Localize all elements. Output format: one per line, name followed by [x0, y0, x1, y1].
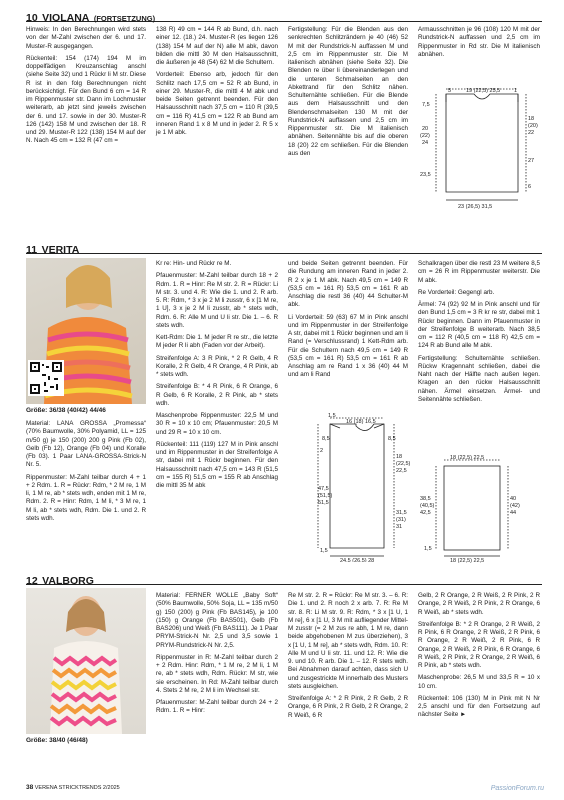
paragraph: Re Vorderteil: Gegengl arb. — [418, 288, 495, 296]
paragraph: Hinweis: In den Berechnungen wird stets von der M-Zahl zwischen der 6. und 17. Muster-R ausgegangen. — [26, 26, 146, 50]
paragraph: Li Vorderteil: 59 (63) 67 M in Pink anschl und im Rippenmuster in der Streifenfolge A str, dabei mit 1 Rückr beginnen und am li Rand (= Verschlussrand) 1 Kett-Rdm arb. Für die Schultern nach 49,5 cm = 149 R (53,5 cm = 161 R) 53,5 cm = 161 R ab Anschlag am re Rand 1 x 36 (40) 44 M und am li Rand — [288, 313, 408, 379]
section-subtitle: (FORTSETZUNG) — [93, 14, 156, 23]
schematic-label: 1 — [514, 88, 518, 94]
paragraph: Rückenteil: 111 (119) 127 M in Pink anschl und im Rippenmuster in der Streifenfolge A str, dabei mit 1 Rückr beginnen. Für den Halsausschnitt nach 47,5 cm = 143 R (51,5 cm = 155 R) 51,5 cm = 155 R ab Anschlag die mittl 35 M abk — [156, 440, 278, 489]
schematic-label: 31 — [396, 524, 403, 530]
verita-col-4 — [418, 260, 540, 408]
schematic-label: (22) — [420, 133, 430, 139]
verita-col-2 — [156, 260, 278, 494]
paragraph: Vorderteil: Ebenso arb, jedoch für den Schlitz nach 17,5 cm = 52 R ab Bund, in einer 29. Muster-R, die mittl 4 M abk und beide Seiten getrennt beenden. Für den Halsausschnitt nach 37,5 cm = 110 R (39,5 cm = 116 R) 41,5 cm = 122 R ab Bund am inneren Rand 1 x 8 M und in jeder 2. R 5 x je 1 M abk. — [156, 71, 278, 136]
schematic-label: (51,5) — [318, 493, 333, 499]
schematic-label: 2 — [320, 448, 324, 454]
schematic-label: 24,5 (26,5) 28 — [340, 558, 375, 562]
paragraph: Rückenteil: 106 (130) M in Pink mit N Nr 2,5 anschl und für den Fortsetzung auf nächster Seite ► — [418, 694, 540, 719]
magazine-name: VERENA STRICKTRENDS 2/2025 — [34, 785, 120, 791]
schematic-label: 38,5 — [420, 496, 431, 502]
section-title: VIOLANA — [42, 12, 90, 24]
section-header-verita — [26, 240, 542, 254]
paragraph: Fertigstellung: Schulternähte schließen. Rückw Kragennaht schließen, dabei die Naht nach der Hälfte nach außen legen. Kragen an den rückw Halsausschnitt nähen. Ärmel einsetzen. Ärmel- und Seitennähte schließen. — [418, 354, 540, 403]
paragraph: Schalkragen über die restl 23 M weitere 8,5 cm = 26 R im Rippenmuster weiterstr. Die M abk. — [418, 260, 540, 284]
section-header-valborg — [26, 571, 542, 585]
section-header-violana — [26, 8, 542, 22]
violana-col-3 — [288, 26, 408, 162]
schematic-label: (31) — [396, 517, 406, 523]
verita-col-1 — [26, 420, 146, 527]
valborg-col-3 — [288, 592, 408, 724]
paragraph: Streifenfolge B: * 4 R Pink, 6 R Orange, 6 R Gelb, 6 R Koralle, 2 R Pink, ab * stets wdh. — [156, 383, 278, 407]
schematic-label: 24 — [422, 140, 429, 146]
watermark: PassionForum.ru — [490, 785, 544, 792]
paragraph: Material: LANA GROSSA „Promessa“ (70% Baumwolle, 30% Polyamid, LL = 125 m/50 g) je 150 (200) 200 g Pink (Fb 02), Gelb (Fb 12), Orange (Fb 04) und Koralle (Fb 03). 1 Paar LANA-GROSSA-Strick-N Nr. 5. — [26, 420, 146, 469]
schematic-label: 6 — [528, 184, 532, 190]
violana-col-1 — [26, 26, 146, 150]
verita-body-schematic — [288, 410, 418, 562]
schematic-label: (40,5) — [420, 503, 435, 509]
section-title: VERITA — [41, 244, 80, 256]
schematic-label: 18 — [396, 454, 403, 460]
schematic-label: 31,5 — [396, 510, 407, 516]
schematic-label: 23,5 — [420, 172, 431, 178]
verita-col-3 — [288, 260, 408, 384]
section-number: 12 — [26, 575, 38, 587]
schematic-label: 44 — [510, 510, 517, 516]
paragraph: und beide Seiten getrennt beenden. Für die Rundung am inneren Rand in jeder 2. R 2 x je 1 M abk. Nach 49,5 cm = 149 R (53,5 cm = 161 R) 53,5 cm = 161 R ab Anschlag die restl 36 (40) 44 Schulter-M abk. — [288, 260, 408, 309]
schematic-label: 7,5 — [422, 102, 430, 108]
verita-photo — [26, 258, 146, 404]
schematic-label: 40 — [510, 496, 517, 502]
schematic-label: (22,5) — [396, 461, 411, 467]
paragraph: Pfauenmuster: M-Zahl teilbar durch 24 + 2 Rdm. 1. R = Hinr: — [156, 699, 278, 715]
schematic-label: 5 — [448, 88, 452, 94]
paragraph: Rippenmuster: M-Zahl teilbar durch 4 + 1 + 2 Rdm. 1. R = Rückr: Rdm, * 2 M re, 1 M li, 1 M re, ab * stets wdh, enden mit 1 M re, Rdm. 2. R = Hinr: Rdm, 1 M li, * 3 M re, 1 M li, ab * stets wdh, Rdm. Die 1. und 2. R stets wdh. — [26, 473, 146, 522]
schematic-label: 8,5 — [388, 436, 396, 442]
schematic-label: (42) — [510, 503, 520, 509]
schematic-label: 16 (18) 16,5 — [346, 419, 376, 425]
paragraph: Material: FERNER WOLLE „Baby Soft“ (50% Baumwolle, 50% Soja, LL = 135 m/50 g) 150 (200) g Pink (Fb BAS145), je 100 (150) g Orange (Fb BAS501), Gelb (Fb BAS206) und Weiß (Fb BAS111). Je 1 Paar PRYM-Strick-N Nr. 2,5 und 3,5 sowie 1 PRYM-Rundstrick-N Nr. 2,5. — [156, 592, 278, 649]
paragraph: Pfauenmuster: M-Zahl teilbar durch 18 + 2 Rdm. 1. R = Hinr: Re M str. 2. R = Rückr: Li M str. 3. und 4. R: Wie die 1. und 2. R arb. 5. R: Rdm, * 3 x je 2 M li zusstr, 6 x [1 M re, 1 U], 3 x je 2 M li zusstr, ab * stets wdh, Rdm. 6. R: Alle M und U li str. Die 1. – 6. R stets wdh. — [156, 272, 278, 329]
paragraph: Maschenprobe: 26,5 M und 33,5 R = 10 x 10 cm. — [418, 674, 540, 690]
paragraph: Fertigstellung: Für die Blenden aus den senkrechten Schlitzrändern je 40 (46) 52 M mit der Rundstrick-N auffassen M und 2,5 cm im Rippenmuster str. Die M italienisch abnähen (siehe Seite 32). Die Blenden re über li übereinanderlegen und die unteren Schmalseiten an den Abkettrand für den Schlitz nähen. Schulternähte schließen. Für die Blende aus dem Halsausschnitt und den Blendenschmalseiten 130 M mit der Rundstrick-N auffassen und 2,5 cm im Rippenmuster str. Die M italienisch abnähen. Seitennähte bis auf die oberen 18 (20) 22 cm schließen. Für die Blenden aus den — [288, 26, 408, 157]
paragraph: Gelb, 2 R Orange, 2 R Weiß, 2 R Pink, 2 R Orange, 2 R Weiß, 2 R Pink, 2 R Orange, 6 R Weiß, ab * stets wdh. — [418, 592, 540, 616]
schematic-label: 1,5 — [320, 548, 328, 554]
section-number: 10 — [26, 12, 38, 24]
paragraph: Kett-Rdm: Die 1. M jeder R re str., die letzte M jeder R li abh (Faden vor der Arbeit). — [156, 334, 278, 350]
paragraph: Maschenprobe Rippenmuster: 22,5 M und 30 R = 10 x 10 cm; Pfauenmuster: 20,5 M und 29 R = 10 x 10 cm. — [156, 412, 278, 436]
paragraph: Streifenfolge B: * 2 R Orange, 2 R Weiß, 2 R Pink, 6 R Orange, 2 R Weiß, 2 R Pink, 6 R Orange, 2 R Weiß, 2 R Pink, 6 R Orange, 2 R Weiß, 2 R Pink, 6 R Orange, 6 R Weiß, 2 R Pink, 2 R Orange, 2 R Weiß, 6 R Pink, ab * stets wdh. — [418, 620, 540, 669]
schematic-label: 8,5 — [322, 436, 330, 442]
paragraph: Kr re: Hin- und Rückr re M. — [156, 260, 232, 267]
valborg-model-image — [26, 588, 146, 734]
violana-schematic — [418, 84, 542, 214]
schematic-label: 18 (22,5) 22,5 — [450, 558, 485, 564]
verita-model-image — [26, 258, 146, 404]
valborg-photo — [26, 588, 146, 734]
paragraph: Streifenfolge A: 3 R Pink, * 2 R Gelb, 4 R Koralle, 2 R Gelb, 4 R Orange, 4 R Pink, ab * stets wdh. — [156, 354, 278, 378]
schematic-label: 22 — [528, 130, 535, 136]
valborg-size: Größe: 38/40 (46/48) — [26, 737, 88, 744]
schematic-label: 27 — [528, 158, 535, 164]
schematic-label: 42,5 — [420, 510, 431, 516]
valborg-col-4 — [418, 592, 540, 724]
schematic-label: 22,5 — [396, 468, 407, 474]
violana-col-2 — [156, 26, 278, 141]
schematic-label: (20) — [528, 123, 538, 129]
schematic-label: 19 (22,5) 25,5 — [466, 88, 501, 94]
verita-size: Größe: 36/38 (40/42) 44/46 — [26, 407, 106, 414]
verita-sleeve-schematic — [418, 454, 542, 564]
schematic-label: 47,5 — [318, 486, 329, 492]
page-footer — [26, 784, 120, 791]
paragraph: Rückenteil: 154 (174) 194 M im doppelfädigen Kreuzanschlag anschl (siehe Seite 32) und 1 Rückr li M str. Diese R ist in den folg Berechnungen nicht berücksichtigt. Für den Bund 6 cm = 14 R im Rippenmuster str. Dann im Lochmuster weiterarb, ab jetzt sind jeweils zwischen der 6. und 17. sowie in der 30. Muster-R 126 (142) 158 M und zwischen der 18. R und 29. Muster-R 122 (138) 154 M auf der N. Nach 45 cm = 132 R (47 cm = — [26, 54, 146, 145]
schematic-label: 20 — [422, 126, 429, 132]
schematic-label: 18 — [528, 116, 535, 122]
schematic-label: 23 (26,5) 31,5 — [458, 204, 493, 210]
violana-col-4 — [418, 26, 540, 63]
paragraph: Re M str. 2. R = Rückr: Re M str. 3. – 6. R: Die 1. und 2. R noch 2 x arb. 7. R: Re M str. 8. R: Li M str. 9. R: Rdm, * 3 x [1 U, 1 M re], 6 x [1 U, 3 M mit aufliegender Mittel-M zusstr (= 2 M zus re abh, 1 M re, dann beide abgehobenen M zus überziehen), 3 x [1 U, 1 M re], ab * stets wdh, Rdm. 10. R: Alle M und U li str. 11. und 12. R: Wie die 9. und 10. R arb. Die 1. – 12. R stets wdh. Bei Abnahmen darauf achten, dass sich U und zusgestrickte M innerhalb des Musters stets ausgleichen. — [288, 592, 408, 690]
paragraph: Rippenmuster in R: M-Zahl teilbar durch 2 + 2 Rdm. Hinr: Rdm, * 1 M re, 2 M li, 1 M re, ab * stets wdh, Rdm. Rückr: M str, wie sie erscheinen. In Rd: M-Zahl teilbar durch 4. Stets 2 M re, 2 M li im Wechsel str. — [156, 653, 278, 694]
valborg-col-2 — [156, 592, 278, 720]
section-title: VALBORG — [42, 575, 94, 587]
paragraph: Ärmel: 74 (92) 92 M in Pink anschl und für den Bund 1,5 cm = 3 R kr re str, dabei mit 1 Rückr beginnen. Dann im Pfauenmuster in der Streifenfolge B weiterarb. Nach 38,5 cm = 112 R (40,5 cm = 118 R) 42,5 cm = 124 R ab Bund alle M abk. — [418, 301, 540, 350]
paragraph: 138 R) 49 cm = 144 R ab Bund, d.h. nach einer 12. (18.) 24. Muster-R (es liegen 126 (138) 154 M auf der N) alle M abk, davon bilden die mittl 30 M den Halsausschnitt, die äußeren je 48 (54) 62 M die Schultern. — [156, 26, 278, 66]
schematic-label: 51,5 — [318, 500, 329, 506]
section-number: 11 — [26, 244, 38, 256]
page-number: 38 — [26, 784, 34, 791]
schematic-label: 1,5 — [328, 413, 336, 419]
paragraph: Armausschnitten je 96 (108) 120 M mit der Rundstrick-N auffassen und 2,5 cm im Rippenmuster in Rd str. Die M italienisch abnähen. — [418, 26, 540, 58]
paragraph: Streifenfolge A: * 2 R Pink, 2 R Gelb, 2 R Orange, 6 R Pink, 2 R Gelb, 2 R Orange, 2 R Weiß, 6 R — [288, 695, 408, 719]
schematic-label: 1,5 — [424, 546, 432, 552]
schematic-label: 18 (22,5) 22,5 — [450, 455, 485, 461]
